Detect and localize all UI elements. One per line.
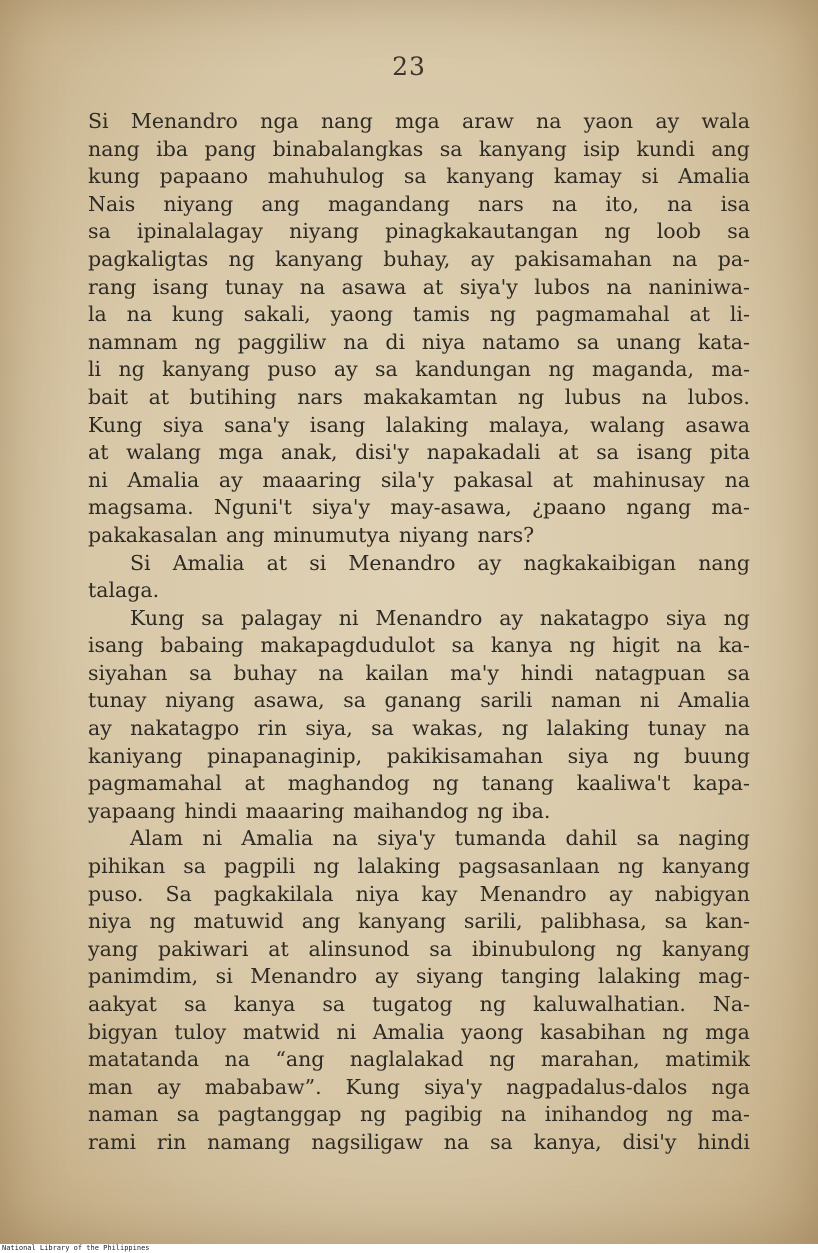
text-line: niya ng matuwid ang kanyang sarili, palibhasa, sa kan- <box>88 909 750 934</box>
text-line: li ng kanyang puso ay sa kandungan ng maganda, ma- <box>88 357 750 382</box>
text-line: matatanda na “ang naglalakad ng marahan, matimik <box>88 1047 750 1072</box>
text-line: panimdim, si Menandro ay siyang tanging lalaking mag- <box>88 964 750 989</box>
text-line: yang pakiwari at alinsunod sa ibinubulong ng kanyang <box>88 936 750 961</box>
text-line: at walang mga anak, disi'y napakadali at sa isang pita <box>88 440 750 465</box>
text-line: aakyat sa kanya sa tugatog ng kaluwalhatian. Na- <box>88 992 750 1016</box>
text-line: isang babaing makapagdudulot sa kanya ng higit na ka- <box>88 633 750 658</box>
body-text <box>88 108 750 1157</box>
text-line: bigyan tuloy matwid ni Amalia yaong kasabihan ng mga <box>88 1019 750 1044</box>
footer-credit: National Library of the Philippines <box>0 1244 818 1253</box>
text-line: man ay mababaw”. Kung siya'y nagpadalus-dalos nga <box>88 1074 750 1099</box>
text-line: Si Menandro nga nang mga araw na yaon ay wala <box>88 109 750 133</box>
page-number: 23 <box>392 52 426 81</box>
text-line: bait at butihing nars makakamtan ng lubus na lubos. <box>88 384 750 409</box>
text-line: puso. Sa pagkakilala niya kay Menandro ay nabigyan <box>88 881 750 906</box>
text-line: pagkaligtas ng kanyang buhay, ay pakisamahan na pa- <box>88 246 750 271</box>
text-line: Kung sa palagay ni Menandro ay nakatagpo siya ng <box>130 605 750 630</box>
text-line: tunay niyang asawa, sa ganang sarili naman ni Amalia <box>88 688 750 713</box>
text-line: ay nakatagpo rin siya, sa wakas, ng lalaking tunay na <box>88 716 750 741</box>
text-line: naman sa pagtanggap ng pagibig na inihandog ng ma- <box>88 1102 750 1127</box>
text-line: Alam ni Amalia na siya'y tumanda dahil sa naging <box>130 826 750 851</box>
text-line: talaga. <box>88 578 160 603</box>
text-line: pakakasalan ang minumutya niyang nars? <box>88 522 535 547</box>
text-line: rami rin namang nagsiligaw na sa kanya, disi'y hindi <box>88 1129 750 1154</box>
text-line: magsama. Nguni't siya'y may-asawa, ¿paano ngang ma- <box>88 495 750 520</box>
text-line: la na kung sakali, yaong tamis ng pagmamahal at li- <box>88 302 750 327</box>
text-line: Kung siya sana'y isang lalaking malaya, walang asawa <box>88 412 750 437</box>
text-line: Nais niyang ang magandang nars na ito, na isa <box>88 191 750 216</box>
text-line: pagmamahal at maghandog ng tanang kaaliwa't kapa- <box>88 771 750 796</box>
text-line: kung papaano mahuhulog sa kanyang kamay si Amalia <box>88 164 750 189</box>
text-line: sa ipinalalagay niyang pinagkakautangan ng loob sa <box>88 219 750 244</box>
text-line: Si Amalia at si Menandro ay nagkakaibigan nang <box>130 550 750 575</box>
text-line: namnam ng paggiliw na di niya natamo sa unang kata- <box>88 329 750 354</box>
text-line: rang isang tunay na asawa at siya'y lubos na naniniwa- <box>88 274 750 299</box>
text-line: yapaang hindi maaaring maihandog ng iba. <box>88 798 551 823</box>
text-line: kaniyang pinapanaginip, pakikisamahan siya ng buung <box>88 743 750 768</box>
text-line: nang iba pang binabalangkas sa kanyang isip kundi ang <box>88 136 750 161</box>
text-line: siyahan sa buhay na kailan ma'y hindi natagpuan sa <box>88 660 750 685</box>
text-line: ni Amalia ay maaaring sila'y pakasal at mahinusay na <box>88 467 750 492</box>
text-line: pihikan sa pagpili ng lalaking pagsasanlaan ng kanyang <box>88 854 750 879</box>
